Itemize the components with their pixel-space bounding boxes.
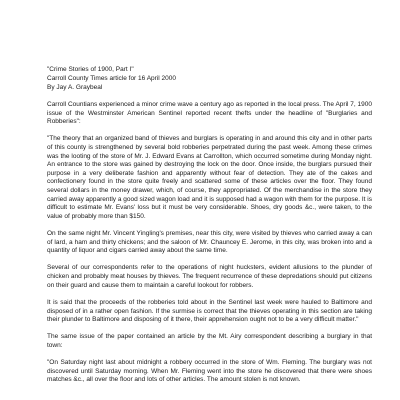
body-paragraph: On the same night Mr. Vincent Yingling's premises, near this city, were visited by thieves who carried away a can of lard, a ham and thirty chickens; and the saloon of Mr. Chauncey E. Jerome, in this city, was broken into and a quantity of liquor and cigars carried away about the same time.: [47, 230, 372, 255]
body-paragraph: The same issue of the paper contained an article by the Mt. Airy correspondent describing a burglary in that town:: [47, 333, 372, 349]
article-title: "Crime Stories of 1900, Part I": [47, 66, 134, 73]
body-paragraph: Several of our correspondents refer to the operations of night hucksters, evident allusions to the plunder of chicken and probably meat houses by thieves. The frequent recurrence of these depredations should put citizens on their guard and cause them to maintain a careful lookout for robbers.: [47, 264, 372, 289]
body-paragraph: "The theory that an organized band of thieves and burglars is operating in and around this city and in other parts of this county is strengthened by several bold robberies perpetrated during the past week. Among these crimes was the looting of the store of Mr. J. Edward Evans at Carrollton, which occurred sometime during Monday night. An entrance to the store was gained by destroying the lock on the door. Once inside, the burglars pursued their purpose in a very deliberate fashion and apparently without fear of detection. They ate of the cakes and confectionery found in the store quite freely and scattered some of these articles over the floor. They found several dollars in the money drawer, which, of course, they appropriated. Of the merchandise in the store they carried away apparently a good sized wagon load and it is supposed had a wagon with them for the purpose. It is difficult to estimate Mr. Evans' loss but it must be very considerable. Shoes, dry goods &c., were taken, to the value of probably more than $150.: [47, 135, 372, 220]
body-paragraph: "On Saturday night last about midnight a robbery occurred in the store of Wm. Fleming. The burglary was not discovered until Saturday morning. When Mr. Fleming went into the store he discovered that there were shoes matches &c., all over the floor and lots of other articles. The amount stolen is not known.: [47, 359, 372, 384]
article-header: [47, 65, 372, 93]
article-source: Carroll County Times article for 16 April 2000: [47, 75, 176, 83]
body-paragraph: It is said that the proceeds of the robberies told about in the Sentinel last week were hauled to Baltimore and disposed of in a rather open fashion. If the surmise is correct that the thieves operating in this section are taking their plunder to Baltimore and disposing of it there, their apprehension ought not to be a very difficult matter.": [47, 298, 372, 324]
article-byline: By Jay A. Graybeal: [47, 84, 103, 92]
body-paragraph: Carroll Countians experienced a minor crime wave a century ago as reported in the local press. The April 7, 1900 issue of the Westminster American Sentinel reported recent thefts under the headline of "Burglaries and Robberies":: [47, 100, 372, 126]
